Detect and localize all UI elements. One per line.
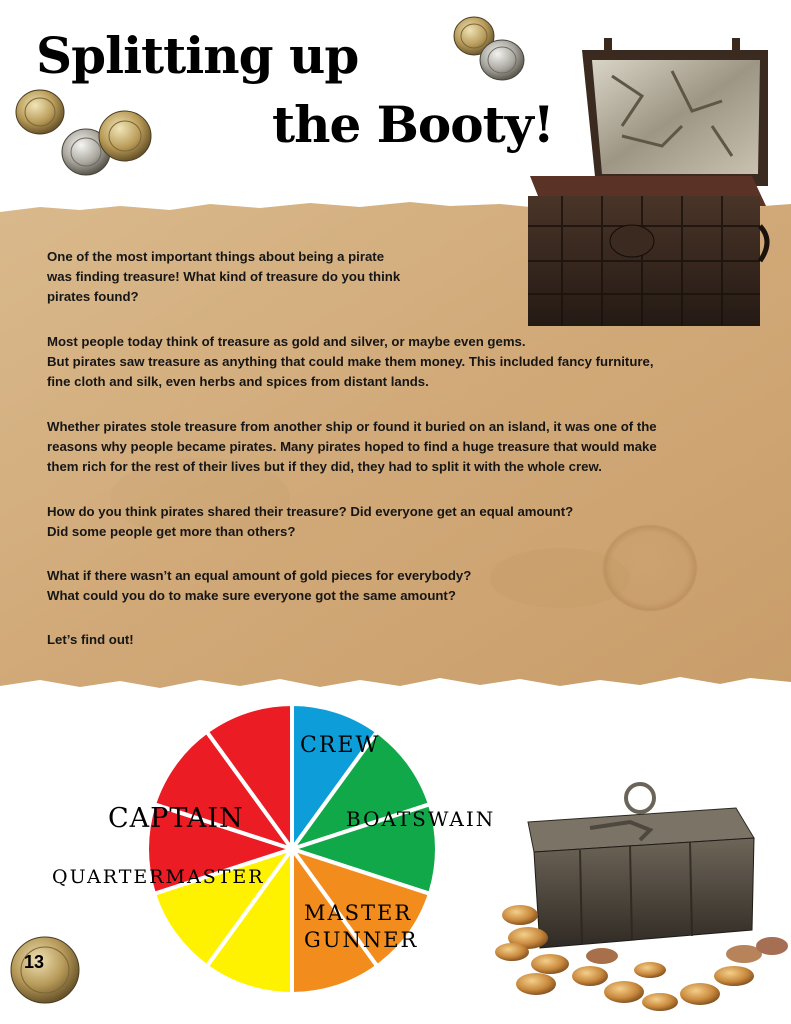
- text-line: One of the most important things about being a pirate: [47, 249, 385, 264]
- coin-stack-left-image: [8, 86, 158, 180]
- closed-treasure-chest-image: [490, 780, 790, 1016]
- text-line: Most people today think of treasure as gold and silver, or maybe even gems.: [47, 334, 526, 349]
- text-line: reasons why people became pirates. Many pirates hoped to find a huge treasure that would make: [47, 439, 657, 454]
- paragraph-intro: [47, 247, 767, 307]
- text-line: them rich for the rest of their lives but if they did, they had to split it with the whole crew.: [47, 459, 602, 474]
- paragraph-why-pirates: [47, 417, 767, 477]
- paragraph-sharing-question: [47, 502, 767, 542]
- label-boatswain: BOATSWAIN: [346, 807, 496, 831]
- text-line: What could you do to make sure everyone got the same amount?: [47, 588, 456, 603]
- paragraph-lets-find-out: [47, 630, 767, 650]
- page-number-coin-image: [8, 934, 82, 1006]
- text-line: pirates found?: [47, 289, 139, 304]
- coin-stack-top-right-image: [450, 14, 530, 84]
- page-title-line-1: Splitting up: [36, 26, 359, 85]
- text-line: fine cloth and silk, even herbs and spices from distant lands.: [47, 374, 429, 389]
- label-master-gunner-line2: GUNNER: [304, 928, 419, 952]
- page-number: 13: [24, 952, 45, 972]
- label-crew: CREW: [300, 733, 381, 758]
- paragraph-treasure-types: [47, 332, 767, 392]
- page-title-line-2: the Booty!: [272, 95, 554, 154]
- paragraph-equal-amount-question: [47, 566, 767, 606]
- label-quartermaster: QUARTERMASTER: [52, 866, 265, 888]
- text-line: How do you think pirates shared their treasure? Did everyone get an equal amount?: [47, 504, 574, 519]
- text-line: But pirates saw treasure as anything that could make them money. This included fancy furniture,: [47, 354, 654, 369]
- text-line: Whether pirates stole treasure from another ship or found it buried on an island, it was one of the: [47, 419, 657, 434]
- label-master-gunner-line1: MASTER: [304, 901, 413, 925]
- text-line: was finding treasure! What kind of treasure do you think: [47, 269, 401, 284]
- text-line: Did some people get more than others?: [47, 524, 296, 539]
- label-captain: CAPTAIN: [108, 803, 244, 834]
- text-line: Let’s find out!: [47, 632, 134, 647]
- text-line: What if there wasn’t an equal amount of gold pieces for everybody?: [47, 568, 472, 583]
